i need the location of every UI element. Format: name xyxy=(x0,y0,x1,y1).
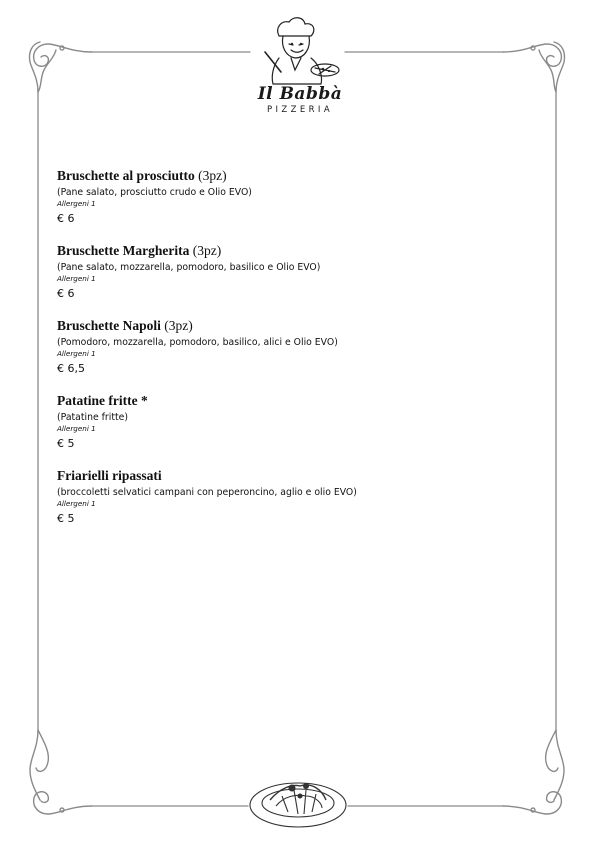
menu-item-title xyxy=(57,393,537,409)
menu-item-title xyxy=(57,243,537,259)
menu-item-description: (Pane salato, prosciutto crudo e Olio EVO) xyxy=(57,187,252,198)
menu-item-name: Patatine fritte * xyxy=(57,393,148,408)
menu-item-allergens: Allergeni 1 xyxy=(57,199,96,208)
logo-subtitle: PIZZERIA xyxy=(266,105,334,115)
menu-item xyxy=(57,243,537,301)
menu-item-title xyxy=(57,168,537,184)
menu-item-allergens: Allergeni 1 xyxy=(57,499,96,508)
menu-item xyxy=(57,168,537,226)
menu-item-quantity: (3pz) xyxy=(198,168,227,183)
menu-item-allergens: Allergeni 1 xyxy=(57,274,96,283)
menu-item-allergens: Allergeni 1 xyxy=(57,349,96,358)
menu-item-name: Bruschette Napoli xyxy=(57,318,161,333)
menu-item-description: (Patatine fritte) xyxy=(57,412,128,423)
menu-item-name: Bruschette Margherita xyxy=(57,243,190,258)
menu-item-price: € 6 xyxy=(57,212,75,225)
menu-item-price: € 5 xyxy=(57,512,75,525)
menu-item-name: Bruschette al prosciutto xyxy=(57,168,195,183)
menu-item-title xyxy=(57,318,537,334)
logo xyxy=(245,14,355,115)
menu-item-allergens: Allergeni 1 xyxy=(57,424,96,433)
menu-item xyxy=(57,468,537,526)
menu-item-description: (broccoletti selvatici campani con peperoncino, aglio e olio EVO) xyxy=(57,487,357,498)
chef-illustration-icon xyxy=(245,14,355,86)
pasta-plate-icon xyxy=(250,783,346,827)
menu-item xyxy=(57,393,537,451)
menu-item xyxy=(57,318,537,376)
menu-item-title xyxy=(57,468,537,484)
menu-item-quantity: (3pz) xyxy=(192,243,222,258)
menu-item-price: € 6,5 xyxy=(57,362,85,375)
menu-list xyxy=(57,168,537,543)
menu-item-description: (Pane salato, mozzarella, pomodoro, basilico e Olio EVO) xyxy=(57,262,321,273)
menu-item-description: (Pomodoro, mozzarella, pomodoro, basilico, alici e Olio EVO) xyxy=(57,337,338,348)
logo-script-text: Il Babbà xyxy=(257,84,343,104)
menu-item-quantity: (3pz) xyxy=(164,318,193,333)
menu-item-name: Friarielli ripassati xyxy=(57,468,162,483)
menu-item-price: € 5 xyxy=(57,437,75,450)
menu-item-price: € 6 xyxy=(57,287,75,300)
